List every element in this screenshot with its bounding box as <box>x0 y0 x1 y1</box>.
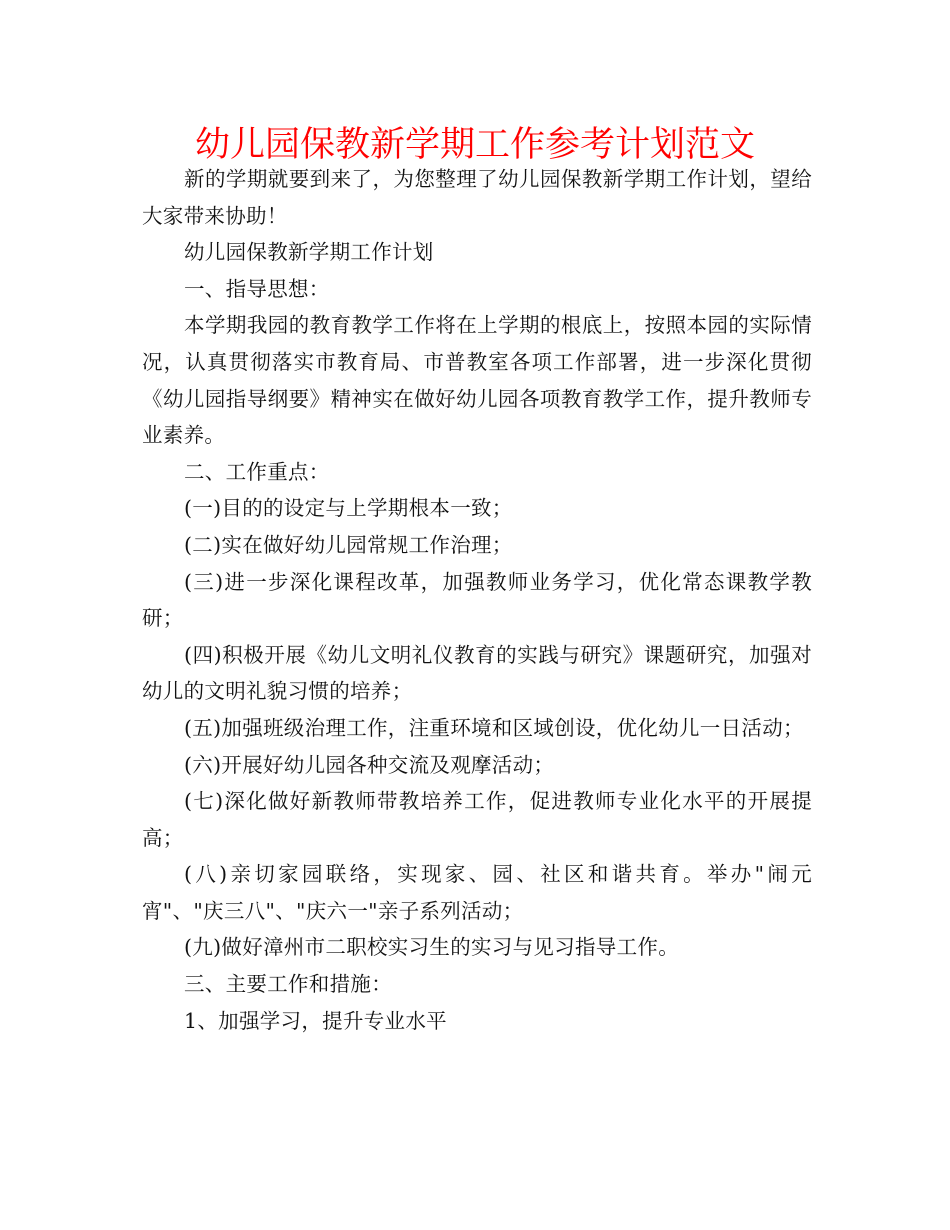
list-item-focus-4: (四)积极开展《幼儿文明礼仪教育的实践与研究》课题研究，加强对幼儿的文明礼貌习惯的培养； <box>142 642 812 704</box>
list-item-focus-6: (六)开展好幼儿园各种交流及观摩活动； <box>184 752 555 777</box>
section-heading-work-focus: 二、工作重点： <box>184 459 330 484</box>
document-title: 幼儿园保教新学期工作参考计划范文 <box>194 125 755 165</box>
section-heading-main-work: 三、主要工作和措施： <box>184 972 392 997</box>
list-item-focus-1: (一)目的的设定与上学期根本一致； <box>184 496 513 521</box>
list-item-focus-5: (五)加强班级治理工作，注重环境和区域创设，优化幼儿一日活动； <box>184 715 804 740</box>
subsection-heading-study: 1、加强学习，提升专业水平 <box>184 1008 447 1033</box>
section-heading-guiding-thought: 一、指导思想： <box>184 276 330 301</box>
paragraph-plan-heading: 幼儿园保教新学期工作计划 <box>184 240 434 265</box>
paragraph-intro: 新的学期就要到来了，为您整理了幼儿园保教新学期工作计划，望给大家带来协助！ <box>142 167 812 228</box>
list-item-focus-7: (七)深化做好新教师带教培养工作，促进教师专业化水平的开展提高； <box>142 789 812 850</box>
list-item-focus-8: (八)亲切家园联络，实现家、园、社区和谐共育。举办"闹元宵"、"庆三八"、"庆六一"亲子系列活动； <box>142 862 812 923</box>
list-item-focus-2: (二)实在做好幼儿园常规工作治理； <box>184 532 513 557</box>
list-item-focus-3: (三)进一步深化课程改革，加强教师业务学习，优化常态课教学教研； <box>142 569 812 631</box>
paragraph-guiding-thought: 本学期我园的教育教学工作将在上学期的根底上，按照本园的实际情况，认真贯彻落实市教育局、市普教室各项工作部署，进一步深化贯彻《幼儿园指导纲要》精神实在做好幼儿园各项教育教学工作，提升教师专业素养。 <box>142 313 812 448</box>
list-item-focus-9: (九)做好漳州市二职校实习生的实习与见习指导工作。 <box>184 935 679 960</box>
document-body <box>142 161 812 1039</box>
